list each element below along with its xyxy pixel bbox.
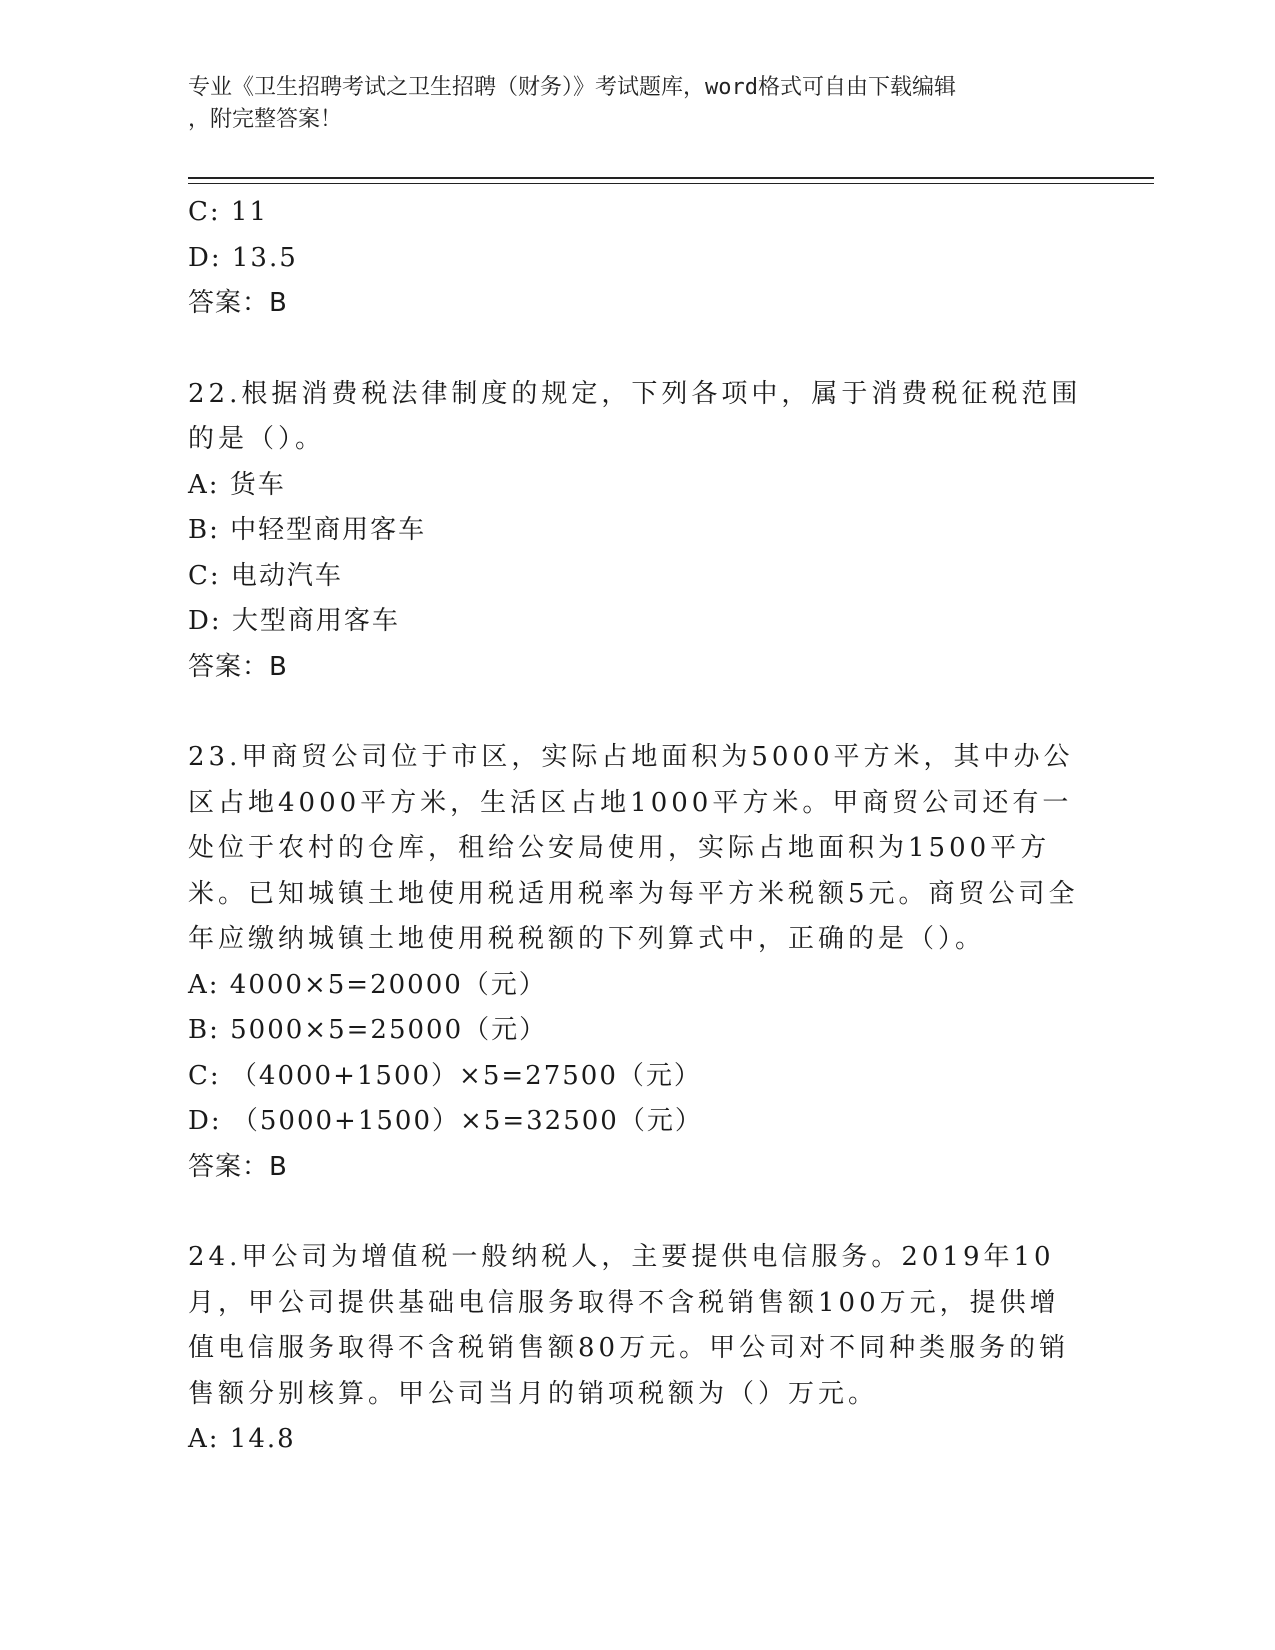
option-a: A: 4000×5=20000（元） xyxy=(188,969,547,1000)
question-22 xyxy=(188,372,1088,691)
answer-line: 答案：B xyxy=(188,288,288,318)
question-content xyxy=(188,190,1088,1463)
option-b: B: 5000×5=25000（元） xyxy=(188,1015,548,1045)
header-divider-thick xyxy=(188,177,1154,179)
spacer xyxy=(188,327,1088,372)
question-text: 22.根据消费税法律制度的规定，下列各项中，属于消费税征税范围的是（）。 xyxy=(188,378,1082,454)
question-21-tail xyxy=(188,190,1088,327)
header-line-2: ，附完整答案！ xyxy=(188,107,343,132)
spacer xyxy=(188,690,1088,735)
spacer xyxy=(188,1190,1088,1235)
option-d: D: （5000+1500）×5=32500（元） xyxy=(188,1106,703,1136)
answer-line: 答案：B xyxy=(188,651,288,682)
question-text: 24.甲公司为增值税一般纳税人，主要提供电信服务。2019年10月，甲公司提供基础电信服务取得不含税销售额100万元，提供增值电信服务取得不含税销售额80万元。甲公司对不同种类服务的销售额分别核算。甲公司当月的销项税额为（）万元。 xyxy=(188,1242,1070,1409)
option-b: B: 中轻型商用客车 xyxy=(188,515,427,545)
option-d: D: 大型商用客车 xyxy=(188,606,400,636)
option-a: A: 14.8 xyxy=(188,1424,296,1454)
header-line-1: 专业《卫生招聘考试之卫生招聘（财务）》考试题库，word格式可自由下载编辑 xyxy=(188,75,956,100)
question-23 xyxy=(188,735,1088,1190)
option-d: D: 13.5 xyxy=(188,242,298,273)
option-a: A: 货车 xyxy=(188,469,286,500)
question-text: 23.甲商贸公司位于市区，实际占地面积为5000平方米，其中办公区占地4000平方米，生活区占地1000平方米。甲商贸公司还有一处位于农村的仓库，租给公安局使用，实际占地面积为1500平方米。已知城镇土地使用税适用税率为每平方米税额5元。商贸公司全年应缴纳城镇土地使用税税额的下列算式中，正确的是（）。 xyxy=(188,742,1079,954)
answer-line: 答案：B xyxy=(188,1151,288,1182)
option-c: C: 电动汽车 xyxy=(188,560,343,591)
header-divider-thin xyxy=(188,183,1154,184)
page-header xyxy=(188,72,1088,136)
option-c: C: 11 xyxy=(188,197,269,227)
question-24 xyxy=(188,1235,1088,1463)
option-c: C: （4000+1500）×5=27500（元） xyxy=(188,1060,702,1091)
